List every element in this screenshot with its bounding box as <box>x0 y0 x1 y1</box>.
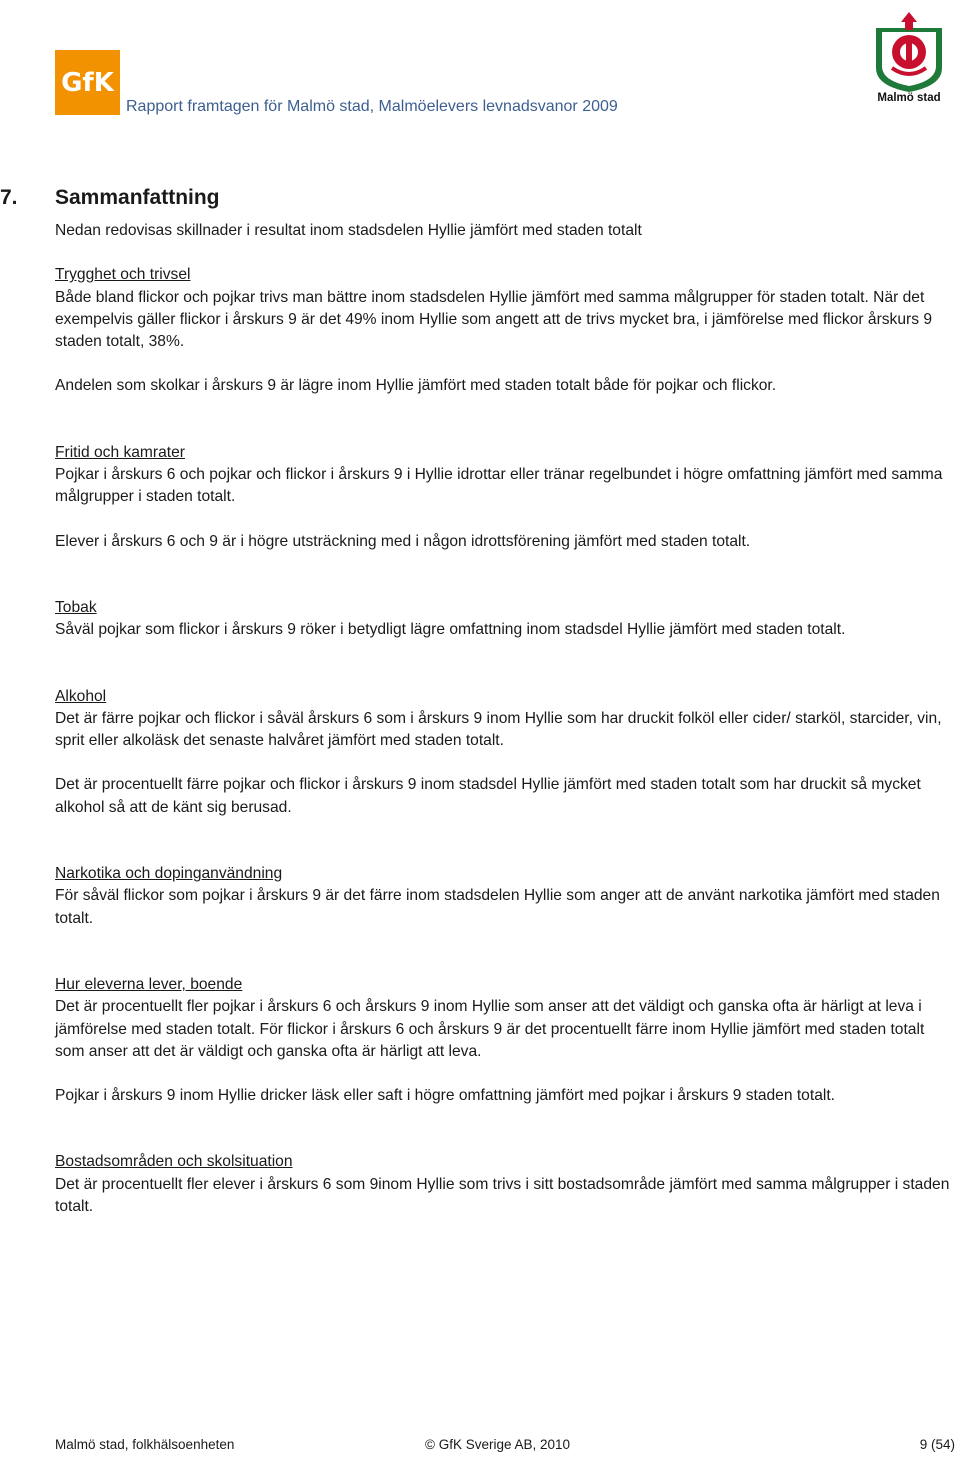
report-title: Rapport framtagen för Malmö stad, Malmöelevers levnadsvanor 2009 <box>126 98 618 115</box>
topic-trygghet <box>55 264 955 397</box>
topic-alkohol <box>55 686 955 819</box>
topic-paragraph: Det är procentuellt färre pojkar och flickor i årskurs 9 inom stadsdel Hyllie jämfört med staden totalt som har druckit så mycket alkohol så att de känt sig berusad. <box>55 776 921 816</box>
section-title: Sammanfattning <box>55 186 220 209</box>
gfk-logo <box>55 50 120 115</box>
gfk-logo-text: GfK <box>61 67 114 98</box>
topic-paragraph: Pojkar i årskurs 9 inom Hyllie dricker läsk eller saft i högre omfattning jämfört med pojkar i årskurs 9 staden totalt. <box>55 1087 835 1105</box>
topic-tobak <box>55 597 955 642</box>
topic-paragraph: Det är procentuellt fler pojkar i årskurs 6 och årskurs 9 inom Hyllie som anser att det väldigt och ganska ofta är härligt at leva i jämförelse med staden totalt. För flickor i årskurs 6 och årskurs 9 är det procentuellt färre inom Hyllie jämfört med staden totalt som anser att det är väldigt och ganska ofta är härligt att leva. <box>55 998 925 1060</box>
section-number: 7. <box>0 186 18 209</box>
topic-heading: Trygghet och trivsel <box>55 266 191 284</box>
topic-paragraph: Både bland flickor och pojkar trivs man bättre inom stadsdelen Hyllie jämfört med samma målgrupper för staden totalt. När det exempelvis gäller flickor i årskurs 9 är det 49% inom Hyllie som angett att de trivs mycket bra, i jämförelse med flickor årskurs 9 staden totalt, 38%. <box>55 288 933 351</box>
coat-of-arms-icon <box>868 6 950 92</box>
summary-content <box>55 220 955 1240</box>
malmo-stad-logo-text: Malmö stad <box>877 92 941 104</box>
topic-paragraph: Det är procentuellt fler elever i årskurs 6 som 9inom Hyllie som trivs i sitt bostadsområde jämfört med samma målgrupper i staden totalt. <box>55 1175 950 1216</box>
topic-narkotika <box>55 863 955 930</box>
topic-paragraph: För såväl flickor som pojkar i årskurs 9 är det färre inom stadsdelen Hyllie som anger att de använt narkotika jämfört med staden totalt. <box>55 887 940 927</box>
topic-paragraph: Elever i årskurs 6 och 9 är i högre utsträckning med i någon idrottsförening jämfört med staden totalt. <box>55 532 751 550</box>
intro-text: Nedan redovisas skillnader i resultat inom stadsdelen Hyllie jämfört med staden totalt <box>55 222 642 239</box>
topic-heading: Alkohol <box>55 687 107 705</box>
topic-fritid <box>55 442 955 553</box>
topic-heading: Tobak <box>55 598 97 616</box>
topic-heading: Narkotika och dopinganvändning <box>55 865 283 883</box>
footer-organization: Malmö stad, folkhälsoenheten <box>55 1437 235 1452</box>
topic-heading: Fritid och kamrater <box>55 443 185 461</box>
topic-boende <box>55 974 955 1107</box>
topic-paragraph: Det är färre pojkar och flickor i såväl årskurs 6 som i årskurs 9 inom Hyllie som har druckit folköl eller cider/ starköl, starcider, vin, sprit eller alkoläsk det senaste halvåret jämfört med staden totalt. <box>55 709 942 750</box>
topic-heading: Bostadsområden och skolsituation <box>55 1153 293 1171</box>
page-number: 9 (54) <box>919 1437 955 1452</box>
topic-paragraph: Pojkar i årskurs 6 och pojkar och flickor i årskurs 9 i Hyllie idrottar eller tränar regelbundet i högre omfattning jämfört med samma målgrupper i staden totalt. <box>55 466 943 506</box>
footer-copyright: © GfK Sverige AB, 2010 <box>425 1437 571 1452</box>
topic-bostadsomraden <box>55 1151 955 1218</box>
malmo-stad-logo <box>868 6 950 110</box>
topic-paragraph: Såväl pojkar som flickor i årskurs 9 röker i betydligt lägre omfattning inom stadsdel Hyllie jämfört med staden totalt. <box>55 621 846 639</box>
topic-heading: Hur eleverna lever, boende <box>55 975 243 993</box>
page-footer <box>55 1437 955 1457</box>
topic-paragraph: Andelen som skolkar i årskurs 9 är lägre inom Hyllie jämfört med staden totalt både för pojkar och flickor. <box>55 377 777 395</box>
